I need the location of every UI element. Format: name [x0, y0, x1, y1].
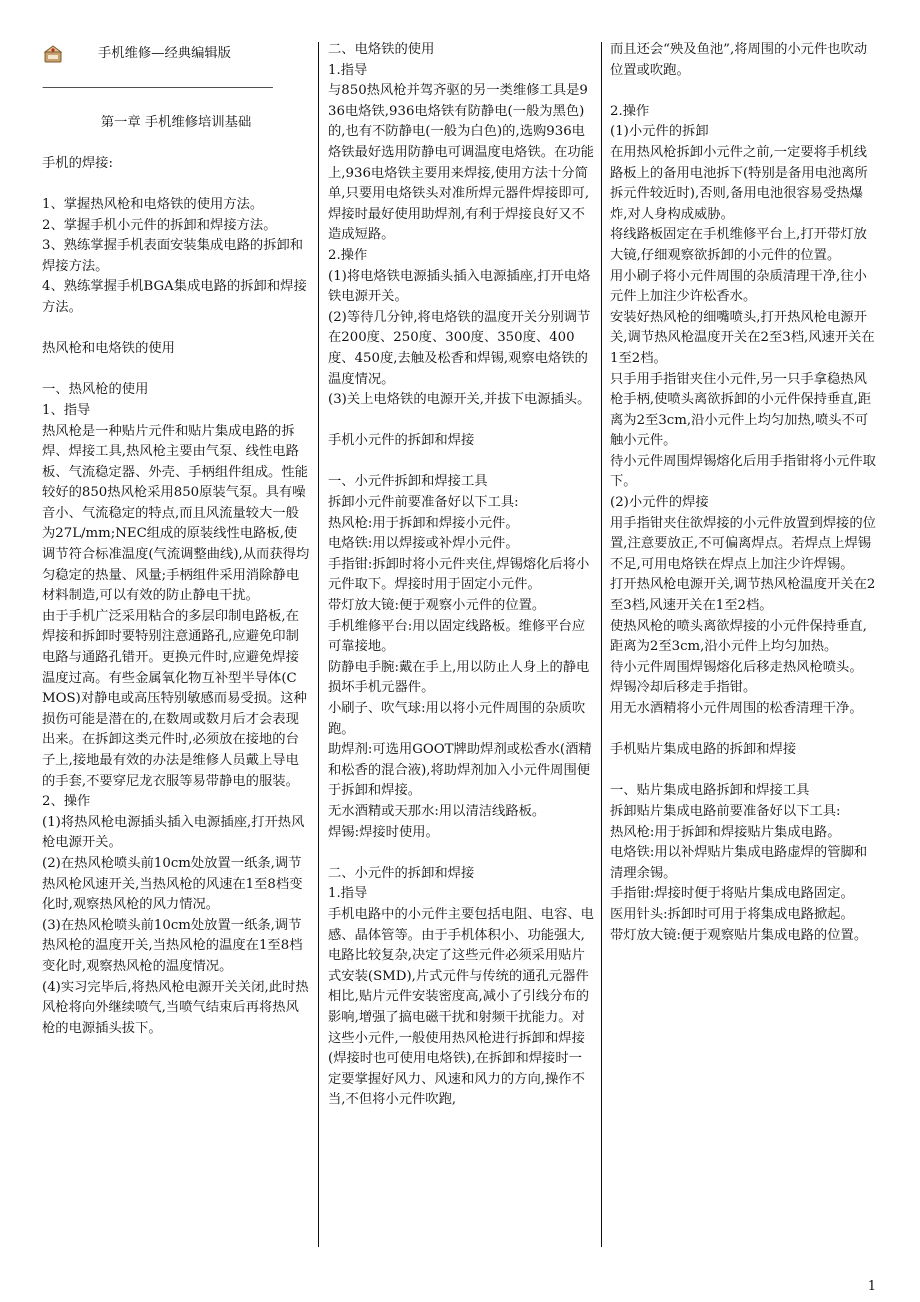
paragraph: 电烙铁:用以补焊贴片集成电路虚焊的管脚和清理余锡。 — [610, 845, 868, 881]
paragraph: 在用热风枪拆卸小元件之前,一定要将手机线路板上的备用电池拆下(特别是备用电池离所拆元件较近时),否则,备用电池很容易受热爆炸,对人身构成威胁。 — [610, 144, 868, 222]
paragraph: 热风枪和电烙铁的使用 — [42, 341, 175, 357]
paragraph: (4)实习完毕后,将热风枪电源开关关闭,此时热风枪将向外继续喷气,当喷气结束后再将热风枪的电源插头拔下。 — [42, 979, 309, 1036]
paragraph: 焊锡冷却后移走手指钳。 — [610, 680, 757, 696]
paragraph: 2.操作 — [328, 247, 368, 263]
paragraph: 小刷子、吹气球:用以将小元件周围的杂质吹跑。 — [328, 701, 586, 737]
paragraph: 手机贴片集成电路的拆卸和焊接 — [610, 742, 797, 758]
paragraph: (2)小元件的焊接 — [610, 495, 709, 511]
paragraph: 与850热风枪并驾齐驱的另一类维修工具是936电烙铁,936电烙铁有防静电(一般为黑色)的,也有不防静电(一般为白色)的,选购936电烙铁最好选用防静电可调温度电烙铁。在功能上,936电烙铁主要用来焊接,使用方法十分简单,只要用电烙铁头对准所焊元器件焊接即可,焊接时最好使用助焊剂,有利于焊接良好又不造成短路。 — [328, 83, 594, 243]
paragraph: 带灯放大镜:便于观察小元件的位置。 — [328, 598, 546, 614]
paragraph: 2.操作 — [610, 103, 650, 119]
paragraph: (2)等待几分钟,将电烙铁的温度开关分别调节在200度、250度、300度、350度、400度、450度,去触及松香和焊锡,观察电烙铁的温度情况。 — [328, 309, 591, 387]
paragraph: 热风枪:用于拆卸和焊接小元件。 — [328, 515, 519, 531]
paragraph: 手指钳:拆卸时将小元件夹住,焊锡熔化后将小元件取下。焊接时用于固定小元件。 — [328, 556, 590, 593]
paragraph: 打开热风枪电源开关,调节热风枪温度开关在2至3档,风速开关在1至2档。 — [610, 577, 876, 614]
paragraph: 只手用手指钳夹住小元件,另一只手拿稳热风枪手柄,使喷头离欲拆卸的小元件保持垂直,距离为2至3cm,沿小元件上均匀加热,喷头不可触小元件。 — [610, 371, 872, 449]
paragraph: 安装好热风枪的细嘴喷头,打开热风枪电源开关,调节热风枪温度开关在2至3档,风速开关在1至2档。 — [610, 309, 875, 366]
blank-line — [42, 360, 310, 381]
paragraph: (3)关上电烙铁的电源开关,并拔下电源插头。 — [328, 392, 591, 408]
column-2 — [328, 40, 594, 1111]
paragraph: 手机维修平台:用以固定线路板。维修平台应可靠接地。 — [328, 618, 586, 655]
blank-line — [610, 720, 878, 741]
paragraph: 2、掌握手机小元件的拆卸和焊接方法。 — [42, 217, 277, 233]
paragraph: 手机电路中的小元件主要包括电阻、电容、电感、晶体管等。由于手机体积小、功能强大,电路比较复杂,决定了这些元件必须采用贴片式安装(SMD),片式元件与传统的通孔元器件相比,贴片元件安装密度高,减小了引线分布的影响,增强了搞电磁干扰和射频干扰能力。对这些小元件,一般使用热风枪进行拆卸和焊接(焊接时也可使用电烙铁),在拆卸和焊接时一定要掌握好风力、风速和风力的方向,操作不当,不但将小元件吹跑, — [328, 906, 594, 1108]
paragraph: 热风枪:用于拆卸和焊接贴片集成电路。 — [610, 824, 841, 840]
paragraph: 2、操作 — [42, 794, 91, 810]
column-3-body — [610, 40, 878, 946]
paragraph: 一、贴片集成电路拆卸和焊接工具 — [610, 783, 810, 799]
document-header — [42, 40, 310, 68]
paragraph: (1)将热风枪电源插头插入电源插座,打开热风枪电源开关。 — [42, 814, 305, 851]
book-logo-icon — [42, 43, 64, 65]
paragraph: 1.指导 — [328, 886, 368, 902]
paragraph: 用无水酒精将小元件周围的松香清理干净。 — [610, 701, 863, 716]
title-rule: ———————————————————— — [42, 80, 272, 95]
paragraph: (2)在热风枪喷头前10cm处放置一纸条,调节热风枪风速开关,当热风枪的风速在1至8档变化时,观察热风枪的风力情况。 — [42, 855, 303, 913]
paragraph: 待小元件周围焊锡熔化后移走热风枪喷头。 — [610, 659, 863, 675]
paragraph: 1、掌握热风枪和电烙铁的使用方法。 — [42, 196, 264, 212]
paragraph: (1)将电烙铁电源插头插入电源插座,打开电烙铁电源开关。 — [328, 268, 591, 305]
paragraph: 热风枪是一种贴片元件和贴片集成电路的拆焊、焊接工具,热风枪主要由气泵、线性电路板、气流稳定器、外壳、手柄组件组成。性能较好的850热风枪采用850原装气泵。具有噪音小、气流稳定的特点,而且风流量较大一般为27L/mm;NEC组成的原装线性电路板,使调节符合标准温度(气流调整曲线),从而获得均匀稳定的热量、风量;手柄组件采用消除静电材料制造,可以有效的防止静电干扰。 — [42, 423, 310, 604]
paragraph: 助焊剂:可选用GOOT牌助焊剂或松香水(酒精和松香的混合液),将助焊剂加入小元件周围便于拆卸和焊接。 — [328, 742, 592, 799]
blank-line — [610, 761, 878, 782]
paragraph: (3)在热风枪喷头前10cm处放置一纸条,调节热风枪的温度开关,当热风枪的温度在1至8档变化时,观察热风枪的温度情况。 — [42, 917, 303, 974]
paragraph: 而且还会“殃及鱼池”,将周围的小元件也吹动位置或吹跑。 — [610, 42, 868, 78]
paragraph: 手机的焊接: — [42, 155, 113, 171]
paragraph: 焊锡:焊接时使用。 — [328, 824, 439, 840]
paragraph: 防静电手腕:戴在手上,用以防止人身上的静电损坏手机元器件。 — [328, 659, 590, 696]
paragraph: 一、小元件拆卸和焊接工具 — [328, 474, 488, 490]
column-1 — [42, 40, 310, 1039]
column-3 — [610, 40, 878, 946]
column-divider-2 — [601, 42, 602, 1247]
paragraph: 用手指钳夹住欲焊接的小元件放置到焊接的位置,注意要放正,不可偏离焊点。若焊点上焊锡不足,可用电烙铁在焊点上加注少许焊锡。 — [610, 515, 876, 572]
paragraph: (1)小元件的拆卸 — [610, 124, 709, 140]
paragraph: 电烙铁:用以焊接或补焊小元件。 — [328, 536, 519, 552]
chapter-heading: 第一章 手机维修培训基础 — [100, 114, 252, 130]
paragraph: 4、熟练掌握手机BGA集成电路的拆卸和焊接方法。 — [42, 279, 307, 315]
paragraph: 带灯放大镜:便于观察贴片集成电路的位置。 — [610, 927, 868, 943]
paragraph: 医用针头:拆卸时可用于将集成电路掀起。 — [610, 906, 854, 922]
blank-line — [42, 319, 310, 340]
paragraph: 拆卸贴片集成电路前要准备好以下工具: — [610, 803, 841, 819]
paragraph: 手指钳:焊接时便于将贴片集成电路固定。 — [610, 886, 854, 902]
column-2-body — [328, 40, 594, 1111]
page-number: 1 — [867, 1279, 876, 1294]
blank-line — [42, 174, 310, 195]
paragraph: 3、熟练掌握手机表面安装集成电路的拆卸和焊接方法。 — [42, 238, 304, 274]
paragraph: 由于手机广泛采用粘合的多层印制电路板,在焊接和拆卸时要特别注意通路孔,应避免印制电路与通路孔错开。更换元件时,应避免焊接温度过高。有些金属氧化物互补型半导体(CMOS)对静电或高压特别敏感而易受损。这种损伤可能是潜在的,在数周或数月后才会表现出来。在拆卸这类元件时,必须放在接地的台子上,接地最有效的办法是维修人员戴上导电的手套,不要穿尼龙衣服等易带静电的服装。 — [42, 608, 307, 789]
blank-line — [328, 452, 594, 473]
paragraph: 手机小元件的拆卸和焊接 — [328, 433, 475, 449]
paragraph: 待小元件周围焊锡熔化后用手指钳将小元件取下。 — [610, 453, 876, 490]
blank-line — [328, 411, 594, 432]
paragraph: 一、热风枪的使用 — [42, 382, 149, 398]
paragraph: 无水酒精或天那水:用以清洁线路板。 — [328, 803, 546, 819]
paragraph: 二、电烙铁的使用 — [328, 42, 435, 57]
paragraph: 将线路板固定在手机维修平台上,打开带灯放大镜,仔细观察欲拆卸的小元件的位置。 — [610, 227, 867, 263]
paragraph: 使热风枪的喷头离欲焊接的小元件保持垂直,距离为2至3cm,沿小元件上均匀加热。 — [610, 618, 867, 655]
document-title: 手机维修—经典编辑版 — [98, 45, 231, 61]
paragraph: 1、指导 — [42, 402, 91, 418]
paragraph: 拆卸小元件前要准备好以下工具: — [328, 495, 519, 511]
blank-line — [328, 843, 594, 864]
paragraph: 二、小元件的拆卸和焊接 — [328, 865, 475, 881]
paragraph: 用小刷子将小元件周围的杂质清理干净,往小元件上加注少许松香水。 — [610, 268, 867, 305]
column-divider-1 — [318, 42, 319, 1247]
column-1-body — [42, 154, 310, 1040]
paragraph: 1.指导 — [328, 62, 368, 78]
blank-line — [610, 81, 878, 102]
